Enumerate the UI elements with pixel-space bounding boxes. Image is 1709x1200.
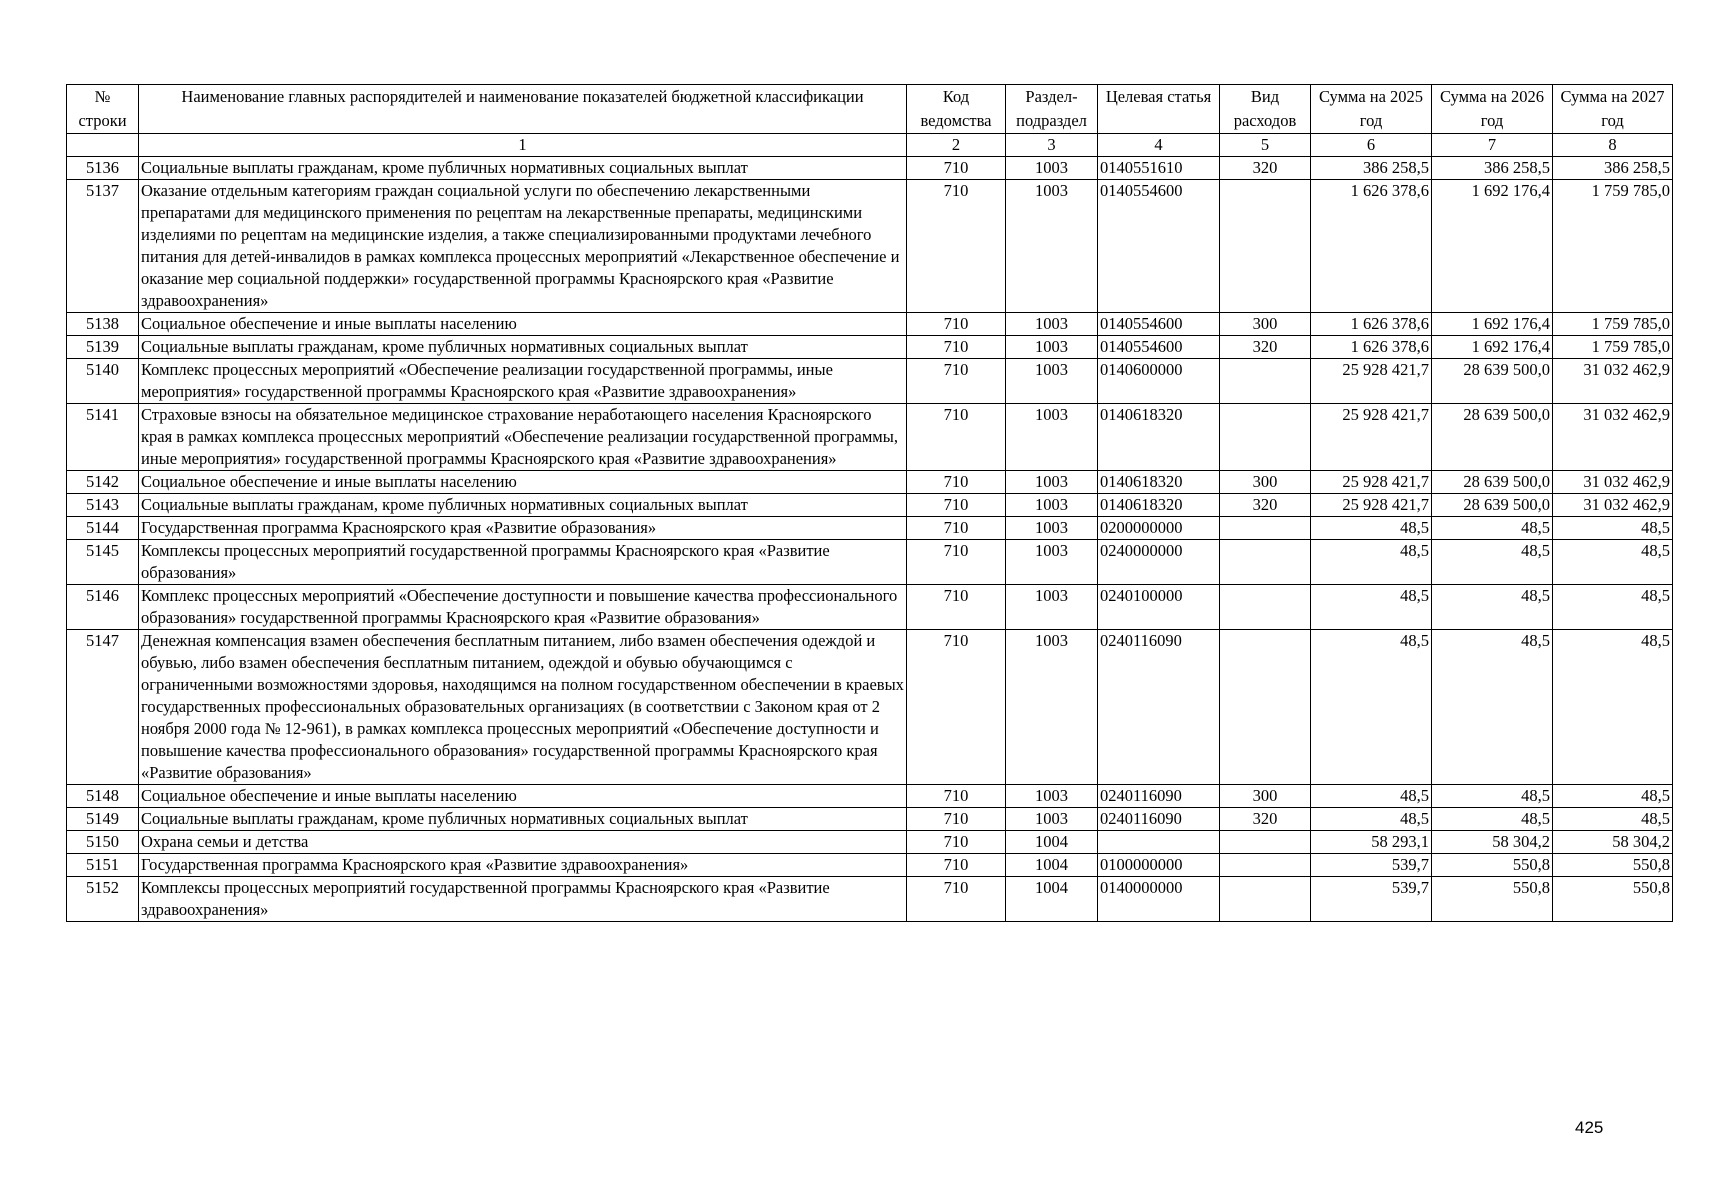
row-target-article: 0200000000: [1098, 517, 1220, 540]
table-row: [67, 180, 1673, 313]
row-number: 5136: [67, 157, 139, 180]
row-target-article: [1098, 831, 1220, 854]
row-number: 5146: [67, 585, 139, 630]
column-index: 5: [1220, 134, 1311, 157]
column-index: 8: [1553, 134, 1673, 157]
row-number: 5138: [67, 313, 139, 336]
row-department-code: 710: [907, 404, 1006, 471]
header-department-code: Код ведомства: [907, 85, 1006, 134]
table-row: [67, 540, 1673, 585]
row-expense-type: [1220, 517, 1311, 540]
row-sum-2026: 48,5: [1432, 808, 1553, 831]
row-sum-2027: 550,8: [1553, 854, 1673, 877]
column-index: 1: [139, 134, 907, 157]
table-row: [67, 877, 1673, 922]
row-sum-2025: 48,5: [1311, 808, 1432, 831]
row-sum-2027: 31 032 462,9: [1553, 494, 1673, 517]
table-row: [67, 585, 1673, 630]
row-sum-2026: 1 692 176,4: [1432, 180, 1553, 313]
row-name: Комплекс процессных мероприятий «Обеспечение доступности и повышение качества профессионального образования» государственной программы Красноярского края «Развитие образования»: [139, 585, 907, 630]
row-section-subsection: 1003: [1006, 808, 1098, 831]
row-target-article: 0140554600: [1098, 313, 1220, 336]
row-sum-2025: 1 626 378,6: [1311, 180, 1432, 313]
row-sum-2026: 48,5: [1432, 785, 1553, 808]
row-name: Социальное обеспечение и иные выплаты населению: [139, 313, 907, 336]
table-row: [67, 517, 1673, 540]
row-sum-2027: 31 032 462,9: [1553, 404, 1673, 471]
row-target-article: 0100000000: [1098, 854, 1220, 877]
row-sum-2027: 58 304,2: [1553, 831, 1673, 854]
row-target-article: 0240116090: [1098, 808, 1220, 831]
row-target-article: 0140000000: [1098, 877, 1220, 922]
row-name: Комплекс процессных мероприятий «Обеспечение реализации государственной программы, иные мероприятия» государственной программы Красноярского края «Развитие здравоохранения»: [139, 359, 907, 404]
column-index: 3: [1006, 134, 1098, 157]
row-sum-2026: 28 639 500,0: [1432, 494, 1553, 517]
row-sum-2025: 48,5: [1311, 785, 1432, 808]
row-target-article: 0140618320: [1098, 471, 1220, 494]
row-number: 5150: [67, 831, 139, 854]
row-sum-2027: 48,5: [1553, 808, 1673, 831]
header-sum-2026: Сумма на 2026 год: [1432, 85, 1553, 134]
row-section-subsection: 1003: [1006, 313, 1098, 336]
row-number: 5152: [67, 877, 139, 922]
row-number: 5147: [67, 630, 139, 785]
row-sum-2026: 28 639 500,0: [1432, 404, 1553, 471]
row-name: Денежная компенсация взамен обеспечения бесплатным питанием, либо взамен обеспечения одеждой и обувью, либо взамен обеспечения бесплатным питанием, одеждой и обувью обучающимся с ограниченными возможностями здоровья, находящимся на полном государственном обеспечении в краевых государственных профессиональных образовательных организациях (в соответствии с Законом края от 2 ноября 2000 года № 12-961), в рамках комплекса процессных мероприятий «Обеспечение доступности и повышение качества профессионального образования» государственной программы Красноярского края «Развитие образования»: [139, 630, 907, 785]
row-department-code: 710: [907, 313, 1006, 336]
table-row: [67, 630, 1673, 785]
row-name: Страховые взносы на обязательное медицинское страхование неработающего населения Красноярского края в рамках комплекса процессных мероприятий «Обеспечение реализации государственной программы, иные мероприятия» государственной программы Красноярского края «Развитие здравоохранения»: [139, 404, 907, 471]
row-number: 5139: [67, 336, 139, 359]
row-target-article: 0240116090: [1098, 630, 1220, 785]
row-expense-type: 300: [1220, 471, 1311, 494]
table-body: [67, 157, 1673, 922]
row-target-article: 0240000000: [1098, 540, 1220, 585]
row-department-code: 710: [907, 831, 1006, 854]
row-expense-type: [1220, 877, 1311, 922]
table-row: [67, 494, 1673, 517]
row-section-subsection: 1004: [1006, 854, 1098, 877]
row-name: Социальные выплаты гражданам, кроме публичных нормативных социальных выплат: [139, 157, 907, 180]
row-sum-2026: 1 692 176,4: [1432, 336, 1553, 359]
row-name: Социальное обеспечение и иные выплаты населению: [139, 785, 907, 808]
row-sum-2025: 1 626 378,6: [1311, 336, 1432, 359]
row-expense-type: [1220, 585, 1311, 630]
row-sum-2026: 1 692 176,4: [1432, 313, 1553, 336]
row-expense-type: [1220, 404, 1311, 471]
row-sum-2026: 48,5: [1432, 630, 1553, 785]
row-section-subsection: 1003: [1006, 585, 1098, 630]
table-row: [67, 785, 1673, 808]
row-department-code: 710: [907, 157, 1006, 180]
row-department-code: 710: [907, 517, 1006, 540]
row-name: Социальные выплаты гражданам, кроме публичных нормативных социальных выплат: [139, 494, 907, 517]
row-number: 5142: [67, 471, 139, 494]
header-sum-2027: Сумма на 2027 год: [1553, 85, 1673, 134]
row-section-subsection: 1003: [1006, 785, 1098, 808]
row-name: Охрана семьи и детства: [139, 831, 907, 854]
header-expense-type: Вид расходов: [1220, 85, 1311, 134]
table-row: [67, 808, 1673, 831]
row-sum-2027: 48,5: [1553, 785, 1673, 808]
row-name: Государственная программа Красноярского края «Развитие здравоохранения»: [139, 854, 907, 877]
row-department-code: 710: [907, 336, 1006, 359]
row-section-subsection: 1003: [1006, 336, 1098, 359]
row-expense-type: 320: [1220, 336, 1311, 359]
row-target-article: 0140600000: [1098, 359, 1220, 404]
row-sum-2026: 386 258,5: [1432, 157, 1553, 180]
row-target-article: 0140554600: [1098, 180, 1220, 313]
row-department-code: 710: [907, 854, 1006, 877]
row-sum-2025: 48,5: [1311, 585, 1432, 630]
row-section-subsection: 1004: [1006, 877, 1098, 922]
header-sum-2025: Сумма на 2025 год: [1311, 85, 1432, 134]
row-sum-2027: 48,5: [1553, 585, 1673, 630]
row-expense-type: [1220, 359, 1311, 404]
column-index: 6: [1311, 134, 1432, 157]
row-number: 5144: [67, 517, 139, 540]
row-name: Оказание отдельным категориям граждан социальной услуги по обеспечению лекарственными препаратами для медицинского применения по рецептам на лекарственные препараты, медицинскими изделиями по рецептам на медицинские изделия, а также специализированными продуктами лечебного питания для детей-инвалидов в рамках комплекса процессных мероприятий «Лекарственное обеспечение и оказание мер социальной поддержки» государственной программы Красноярского края «Развитие здравоохранения»: [139, 180, 907, 313]
row-expense-type: [1220, 831, 1311, 854]
row-number: 5149: [67, 808, 139, 831]
row-sum-2025: 58 293,1: [1311, 831, 1432, 854]
row-sum-2027: 31 032 462,9: [1553, 359, 1673, 404]
row-sum-2025: 25 928 421,7: [1311, 404, 1432, 471]
row-section-subsection: 1003: [1006, 540, 1098, 585]
row-sum-2026: 48,5: [1432, 540, 1553, 585]
row-sum-2027: 550,8: [1553, 877, 1673, 922]
row-sum-2025: 48,5: [1311, 540, 1432, 585]
budget-table: [66, 84, 1673, 922]
row-number: 5151: [67, 854, 139, 877]
row-number: 5148: [67, 785, 139, 808]
row-sum-2026: 28 639 500,0: [1432, 471, 1553, 494]
row-sum-2025: 25 928 421,7: [1311, 359, 1432, 404]
row-number: 5140: [67, 359, 139, 404]
row-expense-type: 320: [1220, 808, 1311, 831]
column-index: 7: [1432, 134, 1553, 157]
row-sum-2025: 539,7: [1311, 854, 1432, 877]
row-section-subsection: 1004: [1006, 831, 1098, 854]
row-sum-2025: 48,5: [1311, 517, 1432, 540]
row-sum-2025: 386 258,5: [1311, 157, 1432, 180]
row-section-subsection: 1003: [1006, 471, 1098, 494]
row-expense-type: 300: [1220, 785, 1311, 808]
row-target-article: 0140618320: [1098, 494, 1220, 517]
row-department-code: 710: [907, 585, 1006, 630]
row-sum-2026: 48,5: [1432, 585, 1553, 630]
row-number: 5137: [67, 180, 139, 313]
row-department-code: 710: [907, 180, 1006, 313]
row-name: Социальные выплаты гражданам, кроме публичных нормативных социальных выплат: [139, 336, 907, 359]
row-department-code: 710: [907, 877, 1006, 922]
table-row: [67, 854, 1673, 877]
row-sum-2027: 48,5: [1553, 540, 1673, 585]
row-target-article: 0140554600: [1098, 336, 1220, 359]
row-sum-2026: 58 304,2: [1432, 831, 1553, 854]
header-row: [67, 85, 1673, 134]
row-section-subsection: 1003: [1006, 630, 1098, 785]
row-section-subsection: 1003: [1006, 517, 1098, 540]
row-sum-2025: 25 928 421,7: [1311, 471, 1432, 494]
header-section-subsection: Раздел-подраздел: [1006, 85, 1098, 134]
column-index: 4: [1098, 134, 1220, 157]
row-target-article: 0240100000: [1098, 585, 1220, 630]
table-row: [67, 336, 1673, 359]
row-section-subsection: 1003: [1006, 180, 1098, 313]
header-name: Наименование главных распорядителей и наименование показателей бюджетной классификации: [139, 85, 907, 134]
header-row-number: № строки: [67, 85, 139, 134]
row-sum-2025: 48,5: [1311, 630, 1432, 785]
row-name: Государственная программа Красноярского края «Развитие образования»: [139, 517, 907, 540]
row-name: Комплексы процессных мероприятий государственной программы Красноярского края «Развитие здравоохранения»: [139, 877, 907, 922]
column-index-blank: [67, 134, 139, 157]
table-row: [67, 404, 1673, 471]
row-sum-2025: 1 626 378,6: [1311, 313, 1432, 336]
row-number: 5141: [67, 404, 139, 471]
row-department-code: 710: [907, 630, 1006, 785]
row-sum-2027: 1 759 785,0: [1553, 313, 1673, 336]
header-target-article: Целевая статья: [1098, 85, 1220, 134]
row-sum-2027: 31 032 462,9: [1553, 471, 1673, 494]
row-department-code: 710: [907, 494, 1006, 517]
row-sum-2026: 550,8: [1432, 877, 1553, 922]
row-expense-type: 320: [1220, 157, 1311, 180]
row-target-article: 0140551610: [1098, 157, 1220, 180]
column-index: 2: [907, 134, 1006, 157]
table-row: [67, 313, 1673, 336]
row-sum-2027: 48,5: [1553, 630, 1673, 785]
row-number: 5145: [67, 540, 139, 585]
row-name: Социальные выплаты гражданам, кроме публичных нормативных социальных выплат: [139, 808, 907, 831]
row-department-code: 710: [907, 471, 1006, 494]
row-section-subsection: 1003: [1006, 494, 1098, 517]
row-sum-2026: 28 639 500,0: [1432, 359, 1553, 404]
row-sum-2027: 1 759 785,0: [1553, 180, 1673, 313]
row-sum-2027: 48,5: [1553, 517, 1673, 540]
row-expense-type: [1220, 540, 1311, 585]
row-department-code: 710: [907, 785, 1006, 808]
row-expense-type: 320: [1220, 494, 1311, 517]
table-row: [67, 831, 1673, 854]
row-sum-2025: 25 928 421,7: [1311, 494, 1432, 517]
row-expense-type: [1220, 854, 1311, 877]
row-sum-2027: 1 759 785,0: [1553, 336, 1673, 359]
row-target-article: 0140618320: [1098, 404, 1220, 471]
table-row: [67, 157, 1673, 180]
row-department-code: 710: [907, 540, 1006, 585]
row-sum-2027: 386 258,5: [1553, 157, 1673, 180]
row-expense-type: [1220, 180, 1311, 313]
row-name: Социальное обеспечение и иные выплаты населению: [139, 471, 907, 494]
row-section-subsection: 1003: [1006, 404, 1098, 471]
row-section-subsection: 1003: [1006, 359, 1098, 404]
row-department-code: 710: [907, 359, 1006, 404]
row-expense-type: 300: [1220, 313, 1311, 336]
row-target-article: 0240116090: [1098, 785, 1220, 808]
row-number: 5143: [67, 494, 139, 517]
table-row: [67, 471, 1673, 494]
row-section-subsection: 1003: [1006, 157, 1098, 180]
row-expense-type: [1220, 630, 1311, 785]
row-department-code: 710: [907, 808, 1006, 831]
column-index-row: [67, 134, 1673, 157]
table-row: [67, 359, 1673, 404]
row-sum-2025: 539,7: [1311, 877, 1432, 922]
row-sum-2026: 550,8: [1432, 854, 1553, 877]
row-sum-2026: 48,5: [1432, 517, 1553, 540]
page-number: 425: [1575, 1118, 1604, 1137]
row-name: Комплексы процессных мероприятий государственной программы Красноярского края «Развитие образования»: [139, 540, 907, 585]
